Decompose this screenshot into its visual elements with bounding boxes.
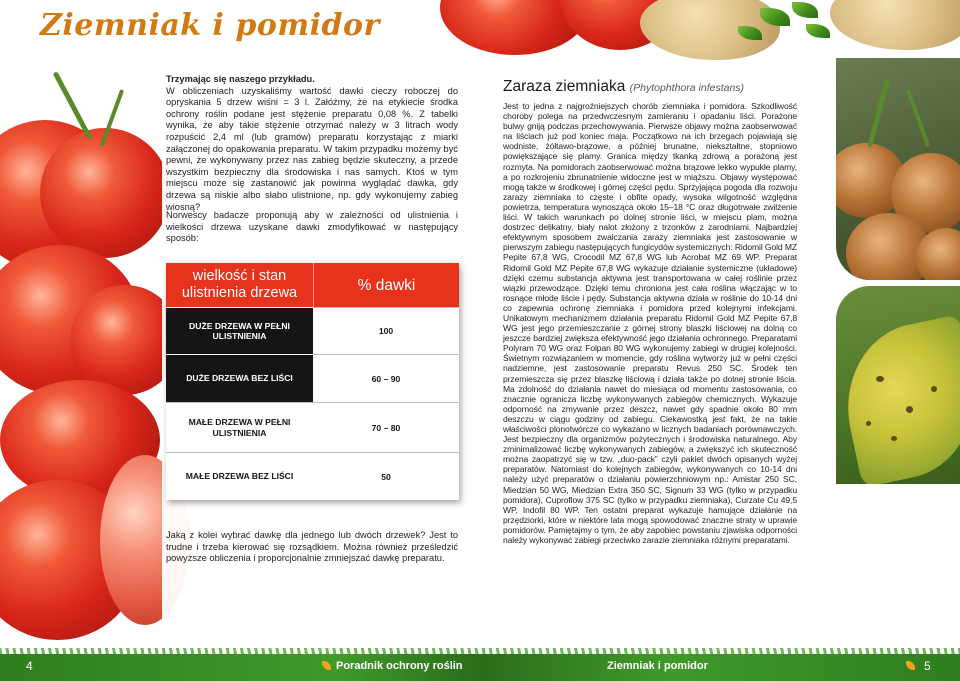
publication-name: Poradnik ochrony roślin <box>336 660 463 672</box>
research-paragraph: Norwescy badacze proponują aby w zależności od ulistnienia i wielkości drzewa uzyskane dawki zmodyfikować w następujący sposób: <box>166 210 458 244</box>
row-value: 100 <box>313 307 459 354</box>
intro-heading: Trzymając się naszego przykładu. <box>166 74 315 84</box>
row-label: DUŻE DRZEWA BEZ LIŚCI <box>166 354 313 402</box>
section-latin-name: (Phytophthora infestans) <box>629 82 745 94</box>
row-value: 60 – 90 <box>313 354 459 402</box>
row-label: DUŻE DRZEWA W PEŁNI ULISTNIENIA <box>166 307 313 354</box>
diseased-leaf-photo <box>836 286 960 484</box>
page-number-left: 4 <box>26 659 33 673</box>
intro-body: W obliczeniach uzyskaliśmy wartość dawki cieczy roboczej do opryskania 5 drzew wiśni = 3 l. Załóżmy, że na etykiecie środka ochrony roślin podane jest stężenie preparatu 0,08 %. Z tabelki wynika, że aby takie stężenie otrzymać należy w 3 litrach wody rozpuścić 2,4 ml (lub gramów) preparatu korzystając z miarki załączonej do opakowania preparatu. W takim przypadku możemy być pewni, że wykonywany przez nas zabieg będzie skuteczny, a przede wszystkim bezpieczny dla środowiska i nas samych. Ktoś w tym miejscu może się zastanowić jak powinna wyglądać dawka, gdy drzewa są niskie albo słabo ulistnione, np. gdy wykonujemy zabieg wiosną? <box>166 85 458 212</box>
table-header-tree-size: wielkość i stan ulistnienia drzewa <box>166 263 313 307</box>
diseased-tomato-photo <box>836 58 960 280</box>
row-value: 70 – 80 <box>313 402 459 452</box>
page-number-right: 5 <box>924 659 931 673</box>
row-value: 50 <box>313 452 459 500</box>
dose-table <box>166 263 459 500</box>
table-row <box>166 354 459 402</box>
section-heading <box>503 78 744 96</box>
section-name: Ziemniak i pomidor <box>607 660 708 672</box>
table-header-dose-percent: % dawki <box>313 263 459 307</box>
table-row <box>166 452 459 500</box>
row-label: MAŁE DRZEWA BEZ LIŚCI <box>166 452 313 500</box>
table-row <box>166 402 459 452</box>
page-title: Ziemniak i pomidor <box>40 8 380 43</box>
section-title: Zaraza ziemniaka <box>503 78 626 95</box>
footer-bar <box>0 654 960 681</box>
table-row <box>166 307 459 354</box>
closing-paragraph: Jaką z kolei wybrać dawkę dla jednego lub dwóch drzewek? Jest to trudne i trzeba kierować się rozsądkiem. Można również prześledzić powyższe obliczenia i proporcjonalnie zmniejszać dawkę preparatu. <box>166 530 458 564</box>
late-blight-article: Jest to jedna z najgroźniejszych chorób ziemniaka i pomidora. Szkodliwość choroby polega na przedwczesnym zamieraniu i opadaniu liści. Porażone bulwy gniją podczas przechowywania. Pierwsze objawy można zaobserwować na liściach już pod koniec maja. Początkowo na ich brzegach pojawiają się wodniste, żółtawo-brązowe, a później brunatne, niekształtne, stopniowo powiększające się plamy. Granica między tkanką zdrową a porażoną jest rozmyta. Na pomidorach zaobserwować można brązowe lekko wypukłe plamy, a po rozkrojeniu zbrunatnienie widoczne jest w miąższu. Objawy występować mogą także w środkowej i górnej części pędu. Sprzyjająca pogoda dla rozwoju zarazy ziemniaka to częste i obfite opady, wysoka wilgotność względna powietrza, temperatura wynosząca około 15–18 °C oraz długotrwałe zwilżenie liści. W takich warunkach po dolnej stronie liści, w miejscu plam, można dostrzec delikatny, biały nalot złożony z trzonków z zarodniami. Najbardziej efektywnym sposobem zwalczania zarazy ziemniaka jest zastosowanie w pierwszym zabiegu następujących fungicydów systemicznych: Ridomil Gold MZ Pepite 67,8 WG, Crocodil MZ 67,8 WG lub Acrobat MZ 69 WP. Preparat Ridomil Gold MZ Pepite 67,8 WG wykazuje działanie systemiczne (układowe) dzięki czemu substancja aktywna jest transportowana w całej roślinie przez wiązki przewodzące. Dzięki temu chroniona jest cała roślina włączając w to rosnące młode liście i pędy. Substancja aktywna działa w roślinie do 10-14 dni co zapewnia ochronę ziemniaka i pomidora przed kolejnymi infekcjami. Unikatowym mechanizmem działania preparatu Ridomil Gold MZ Pepite 67,8 WG jest jego przemieszczanie z górnej strony blaszki liściowej na dolną co jeszcze bardziej zwiększa efektywność jego działania ochronnego. Preparatami Polyram 70 WG oraz Folpan 80 WG wykonujemy zabiegi w drugiej kolejności. Świetnym rozwiązaniem w momencie, gdy roślina wytworzy już w pełni części nadziemne, jest zastosowanie preparatu Revus 250 SC. Środek ten przemieszcza się przez blaszkę liściową i działa także po dolnej stronie liścia. Ma zdolność do działania nawet do miesiąca od momentu zastosowania, co znacznie ogranicza liczbę wykonywanych zabiegów chemicznych. Wykazuje odporność na zmywanie przez deszcz, nawet gdy spadnie około 80 mm deszczu w ciągu godziny od zabiegu. Ciekawostką jest fakt, że na takie właściwości plonotwórcze co wykazano w licznych badaniach porównawczych. Jest bezpieczny dla organizmów pożytecznych i środowiska naturalnego. Aby zminimalizować liczbę wykonywanych zabiegów, a zwiększyć ich skuteczność można zaopatrzyć się w tzw. „duo-pack” czyli pakiet dwóch opisanych wyżej preparatów. Natomiast do kolejnych zabiegów, wykonywanych co 10-14 dni należy użyć preparatów o działaniu powierzchniowym np.: Amistar 250 SC, Miedzian 50 WG, Miedzian Extra 350 SC, Signum 33 WG (tylko w przypadku pomidora), Cuproflow 375 SC (tylko w przypadku ziemniaka), Curzate Cu 49,5 WP, Indofil 80 WP. Ten ostatni preparat wykazuje hamujące działanie na przędziorki, które w niektóre lata mogą spowodować znaczne straty w uprawie pomidorów. Pamiętajmy o tym, że aby zapobiec powstaniu zjawiska odporności należy wykonywać zabiegi przeciwko zarazie ziemniaka różnymi preparatami. <box>503 101 797 546</box>
intro-paragraph <box>166 74 458 213</box>
row-label: MAŁE DRZEWA W PEŁNI ULISTNIENIA <box>166 402 313 452</box>
